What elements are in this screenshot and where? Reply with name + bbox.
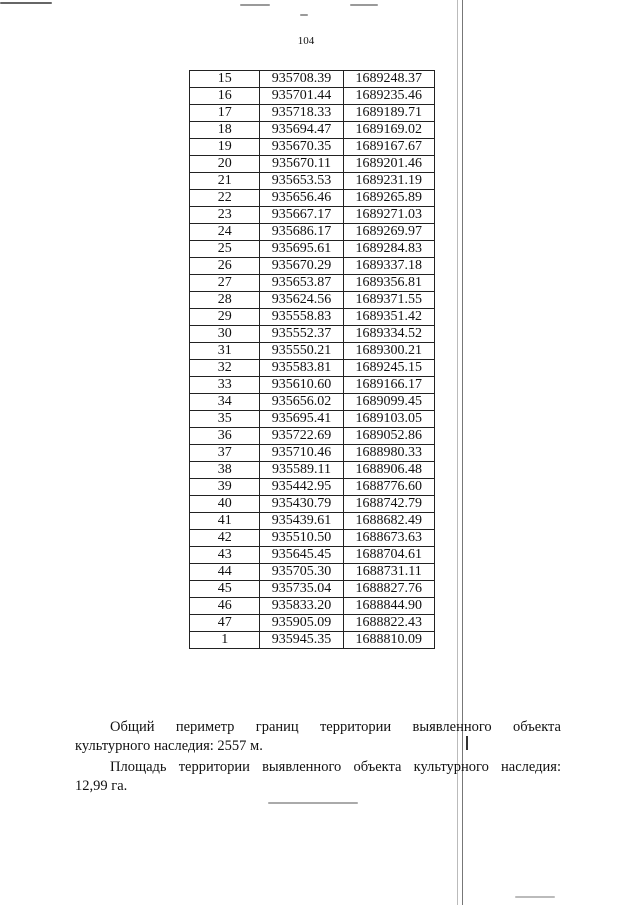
scan-speck <box>515 896 555 898</box>
scan-speck <box>350 4 378 6</box>
perimeter-paragraph <box>75 718 561 756</box>
area-line-2: 12,99 га. <box>75 778 128 794</box>
y-coordinate-cell: 1688776.60 <box>343 479 435 496</box>
point-number-cell: 35 <box>190 411 260 428</box>
table-row <box>190 258 435 275</box>
x-coordinate-cell: 935656.46 <box>260 190 343 207</box>
y-coordinate-cell: 1688980.33 <box>343 445 435 462</box>
point-number-cell: 29 <box>190 309 260 326</box>
point-number-cell: 21 <box>190 173 260 190</box>
table-row <box>190 394 435 411</box>
x-coordinate-cell: 935686.17 <box>260 224 343 241</box>
table-row <box>190 343 435 360</box>
point-number-cell: 23 <box>190 207 260 224</box>
x-coordinate-cell: 935439.61 <box>260 513 343 530</box>
coordinates-table-body <box>190 71 435 649</box>
y-coordinate-cell: 1689265.89 <box>343 190 435 207</box>
y-coordinate-cell: 1689235.46 <box>343 88 435 105</box>
y-coordinate-cell: 1689351.42 <box>343 309 435 326</box>
table-row <box>190 292 435 309</box>
y-coordinate-cell: 1688827.76 <box>343 581 435 598</box>
y-coordinate-cell: 1688682.49 <box>343 513 435 530</box>
x-coordinate-cell: 935510.50 <box>260 530 343 547</box>
y-coordinate-cell: 1689189.71 <box>343 105 435 122</box>
perimeter-line-2: культурного наследия: 2557 м. <box>75 738 263 754</box>
point-number-cell: 31 <box>190 343 260 360</box>
x-coordinate-cell: 935583.81 <box>260 360 343 377</box>
point-number-cell: 36 <box>190 428 260 445</box>
point-number-cell: 16 <box>190 88 260 105</box>
table-row <box>190 615 435 632</box>
y-coordinate-cell: 1688906.48 <box>343 462 435 479</box>
table-row <box>190 207 435 224</box>
table-row <box>190 632 435 649</box>
y-coordinate-cell: 1689300.21 <box>343 343 435 360</box>
y-coordinate-cell: 1689099.45 <box>343 394 435 411</box>
scan-speck <box>300 14 308 16</box>
table-row <box>190 224 435 241</box>
y-coordinate-cell: 1688810.09 <box>343 632 435 649</box>
y-coordinate-cell: 1688704.61 <box>343 547 435 564</box>
x-coordinate-cell: 935624.56 <box>260 292 343 309</box>
x-coordinate-cell: 935653.53 <box>260 173 343 190</box>
perimeter-line-1: Общий периметр границ территории выявленного объекта <box>110 719 561 735</box>
x-coordinate-cell: 935905.09 <box>260 615 343 632</box>
x-coordinate-cell: 935695.41 <box>260 411 343 428</box>
point-number-cell: 37 <box>190 445 260 462</box>
point-number-cell: 44 <box>190 564 260 581</box>
table-row <box>190 139 435 156</box>
table-row <box>190 445 435 462</box>
table-row <box>190 428 435 445</box>
y-coordinate-cell: 1688742.79 <box>343 496 435 513</box>
x-coordinate-cell: 935656.02 <box>260 394 343 411</box>
x-coordinate-cell: 935670.11 <box>260 156 343 173</box>
y-coordinate-cell: 1689334.52 <box>343 326 435 343</box>
point-number-cell: 34 <box>190 394 260 411</box>
point-number-cell: 38 <box>190 462 260 479</box>
y-coordinate-cell: 1689201.46 <box>343 156 435 173</box>
x-coordinate-cell: 935558.83 <box>260 309 343 326</box>
point-number-cell: 24 <box>190 224 260 241</box>
page-number: 104 <box>297 35 315 47</box>
table-row <box>190 479 435 496</box>
y-coordinate-cell: 1689166.17 <box>343 377 435 394</box>
x-coordinate-cell: 935667.17 <box>260 207 343 224</box>
table-row <box>190 173 435 190</box>
coordinates-table <box>189 70 435 649</box>
y-coordinate-cell: 1689284.83 <box>343 241 435 258</box>
point-number-cell: 25 <box>190 241 260 258</box>
point-number-cell: 19 <box>190 139 260 156</box>
x-coordinate-cell: 935694.47 <box>260 122 343 139</box>
point-number-cell: 1 <box>190 632 260 649</box>
table-row <box>190 71 435 88</box>
y-coordinate-cell: 1688731.11 <box>343 564 435 581</box>
y-coordinate-cell: 1689248.37 <box>343 71 435 88</box>
table-row <box>190 377 435 394</box>
table-row <box>190 462 435 479</box>
x-coordinate-cell: 935589.11 <box>260 462 343 479</box>
table-row <box>190 598 435 615</box>
point-number-cell: 32 <box>190 360 260 377</box>
x-coordinate-cell: 935833.20 <box>260 598 343 615</box>
x-coordinate-cell: 935610.60 <box>260 377 343 394</box>
y-coordinate-cell: 1688844.90 <box>343 598 435 615</box>
x-coordinate-cell: 935735.04 <box>260 581 343 598</box>
y-coordinate-cell: 1688673.63 <box>343 530 435 547</box>
x-coordinate-cell: 935552.37 <box>260 326 343 343</box>
table-row <box>190 496 435 513</box>
point-number-cell: 20 <box>190 156 260 173</box>
x-coordinate-cell: 935708.39 <box>260 71 343 88</box>
x-coordinate-cell: 935550.21 <box>260 343 343 360</box>
x-coordinate-cell: 935645.45 <box>260 547 343 564</box>
table-row <box>190 241 435 258</box>
table-row <box>190 564 435 581</box>
table-row <box>190 530 435 547</box>
point-number-cell: 47 <box>190 615 260 632</box>
point-number-cell: 18 <box>190 122 260 139</box>
point-number-cell: 22 <box>190 190 260 207</box>
point-number-cell: 40 <box>190 496 260 513</box>
x-coordinate-cell: 935945.35 <box>260 632 343 649</box>
x-coordinate-cell: 935722.69 <box>260 428 343 445</box>
table-row <box>190 360 435 377</box>
scan-speck <box>268 802 358 804</box>
x-coordinate-cell: 935695.61 <box>260 241 343 258</box>
y-coordinate-cell: 1689245.15 <box>343 360 435 377</box>
x-coordinate-cell: 935670.29 <box>260 258 343 275</box>
table-row <box>190 326 435 343</box>
point-number-cell: 45 <box>190 581 260 598</box>
point-number-cell: 26 <box>190 258 260 275</box>
point-number-cell: 27 <box>190 275 260 292</box>
y-coordinate-cell: 1689356.81 <box>343 275 435 292</box>
x-coordinate-cell: 935710.46 <box>260 445 343 462</box>
y-coordinate-cell: 1689337.18 <box>343 258 435 275</box>
area-paragraph <box>75 758 561 796</box>
table-row <box>190 156 435 173</box>
y-coordinate-cell: 1689052.86 <box>343 428 435 445</box>
area-line-1: Площадь территории выявленного объекта культурного наследия: <box>110 759 561 775</box>
table-row <box>190 547 435 564</box>
point-number-cell: 15 <box>190 71 260 88</box>
x-coordinate-cell: 935430.79 <box>260 496 343 513</box>
y-coordinate-cell: 1689371.55 <box>343 292 435 309</box>
point-number-cell: 39 <box>190 479 260 496</box>
y-coordinate-cell: 1689231.19 <box>343 173 435 190</box>
table-row <box>190 122 435 139</box>
table-row <box>190 411 435 428</box>
x-coordinate-cell: 935701.44 <box>260 88 343 105</box>
x-coordinate-cell: 935718.33 <box>260 105 343 122</box>
y-coordinate-cell: 1689167.67 <box>343 139 435 156</box>
point-number-cell: 43 <box>190 547 260 564</box>
table-row <box>190 513 435 530</box>
y-coordinate-cell: 1689271.03 <box>343 207 435 224</box>
x-coordinate-cell: 935670.35 <box>260 139 343 156</box>
point-number-cell: 42 <box>190 530 260 547</box>
y-coordinate-cell: 1688822.43 <box>343 615 435 632</box>
point-number-cell: 46 <box>190 598 260 615</box>
point-number-cell: 30 <box>190 326 260 343</box>
table-row <box>190 581 435 598</box>
scan-speck <box>240 4 270 6</box>
table-row <box>190 105 435 122</box>
y-coordinate-cell: 1689103.05 <box>343 411 435 428</box>
table-row <box>190 275 435 292</box>
point-number-cell: 41 <box>190 513 260 530</box>
table-row <box>190 309 435 326</box>
point-number-cell: 33 <box>190 377 260 394</box>
x-coordinate-cell: 935653.87 <box>260 275 343 292</box>
x-coordinate-cell: 935705.30 <box>260 564 343 581</box>
y-coordinate-cell: 1689269.97 <box>343 224 435 241</box>
table-row <box>190 88 435 105</box>
y-coordinate-cell: 1689169.02 <box>343 122 435 139</box>
x-coordinate-cell: 935442.95 <box>260 479 343 496</box>
point-number-cell: 28 <box>190 292 260 309</box>
table-row <box>190 190 435 207</box>
point-number-cell: 17 <box>190 105 260 122</box>
scan-speck <box>0 2 52 4</box>
